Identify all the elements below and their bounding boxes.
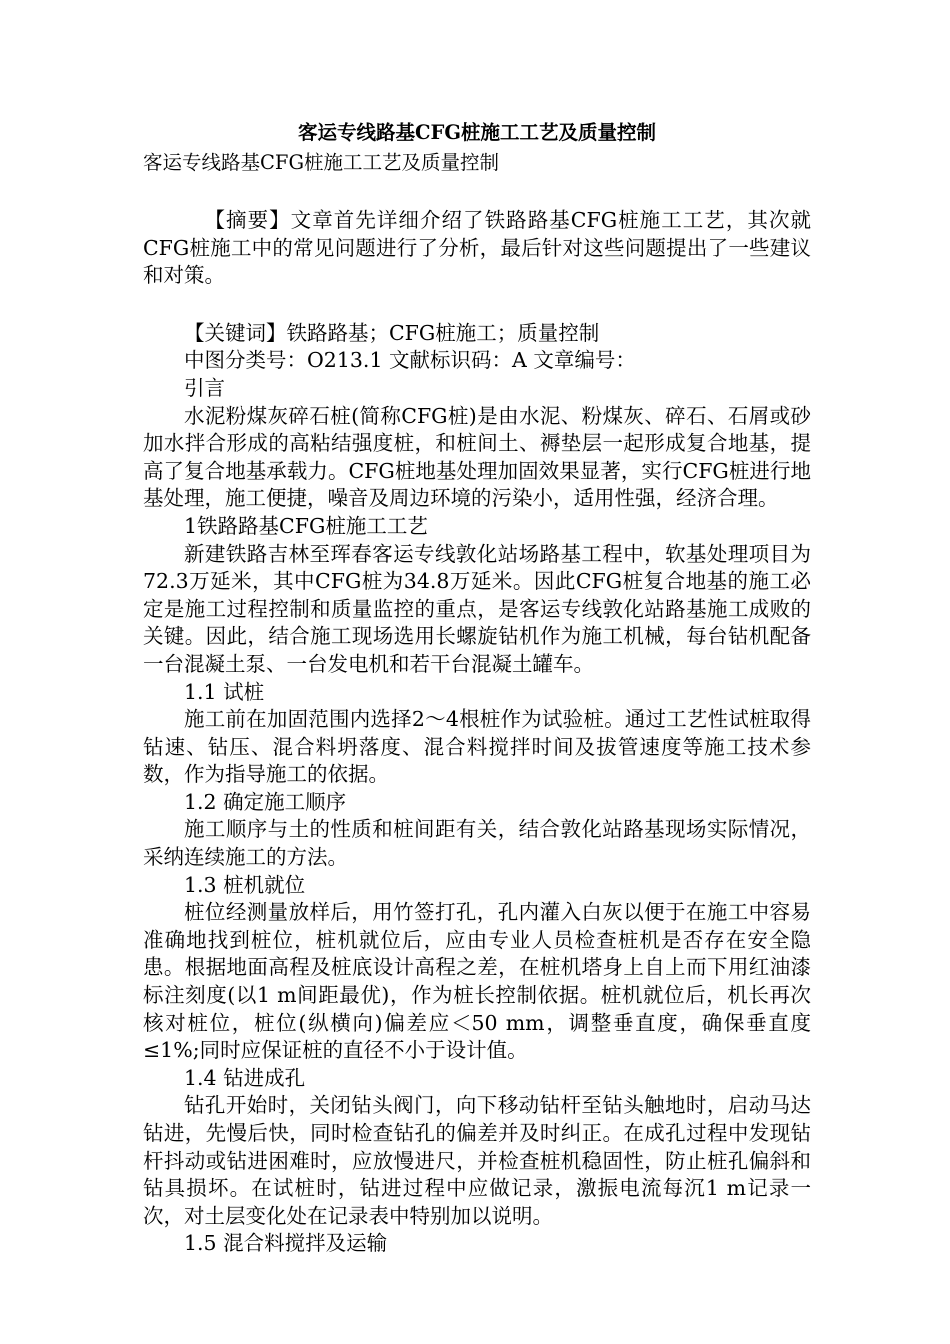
document-subtitle: 客运专线路基CFG桩施工工艺及质量控制 [143,151,500,174]
section-1-heading: 1铁路路基CFG桩施工工艺 [184,513,428,538]
section-1-3-heading: 1.3 桩机就位 [184,872,306,897]
section-1-2-paragraph: 施工顺序与土的性质和桩间距有关，结合敦化站路基现场实际情况，采纳连续施工的方法。 [143,817,811,870]
document-title: 客运专线路基CFG桩施工工艺及质量控制 [297,121,657,144]
keywords-line: 【关键词】铁路路基；CFG桩施工；质量控制 [184,320,600,345]
section-1-1-heading: 1.1 试桩 [184,679,265,704]
section-1-paragraph: 新建铁路吉林至珲春客运专线敦化站场路基工程中，软基处理项目为72.3万延米，其中CFG桩为34.8万延米。因此CFG桩复合地基的施工必定是施工过程控制和质量监控的重点，是客运专线敦化站路基施工成败的关键。因此，结合施工现场选用长螺旋钻机作为施工机械，每台钻机配备一台混凝土泵、一台发电机和若干台混凝土罐车。 [143,541,811,676]
section-1-5-heading: 1.5 混合料搅拌及运输 [184,1231,388,1256]
section-1-4-heading: 1.4 钻进成孔 [184,1065,306,1090]
section-1-1-paragraph: 施工前在加固范围内选择2～4根桩作为试验桩。通过工艺性试桩取得钻速、钻压、混合料坍落度、混合料搅拌时间及拔管速度等施工技术参数，作为指导施工的依据。 [143,707,811,787]
document-page [143,118,811,1258]
intro-heading: 引言 [184,375,225,400]
classification-line: 中图分类号：O213.1 文献标识码：A 文章编号： [184,348,636,373]
abstract-paragraph: 【摘要】文章首先详细介绍了铁路路基CFG桩施工工艺，其次就CFG桩施工中的常见问题进行了分析，最后针对这些问题提出了一些建议和对策。 [143,208,811,288]
section-1-2-heading: 1.2 确定施工顺序 [184,789,347,814]
intro-paragraph: 水泥粉煤灰碎石桩(简称CFG桩)是由水泥、粉煤灰、碎石、石屑或砂加水拌合形成的高粘结强度桩，和桩间土、褥垫层一起形成复合地基，提高了复合地基承载力。CFG桩地基处理加固效果显著，实行CFG桩进行地基处理，施工便捷，噪音及周边环境的污染小，适用性强，经济合理。 [143,403,811,511]
section-1-4-paragraph: 钻孔开始时，关闭钻头阀门，向下移动钻杆至钻头触地时，启动马达钻进，先慢后快，同时检查钻孔的偏差并及时纠正。在成孔过程中发现钻杆抖动或钻进困难时，应放慢进尺，并检查桩机稳固性，防止桩孔偏斜和钻具损坏。在试桩时，钻进过程中应做记录，激振电流每沉1 m记录一次，对土层变化处在记录表中特别加以说明。 [143,1093,811,1228]
section-1-3-paragraph: 桩位经测量放样后，用竹签打孔，孔内灌入白灰以便于在施工中容易准确地找到桩位，桩机就位后，应由专业人员检查桩机是否存在安全隐患。根据地面高程及桩底设计高程之差，在桩机塔身上自上而下用红油漆标注刻度(以1 m间距最优)，作为桩长控制依据。桩机就位后，机长再次核对桩位，桩位(纵横向)偏差应＜50 mm，调整垂直度，确保垂直度≤1%;同时应保证桩的直径不小于设计值。 [143,900,811,1063]
